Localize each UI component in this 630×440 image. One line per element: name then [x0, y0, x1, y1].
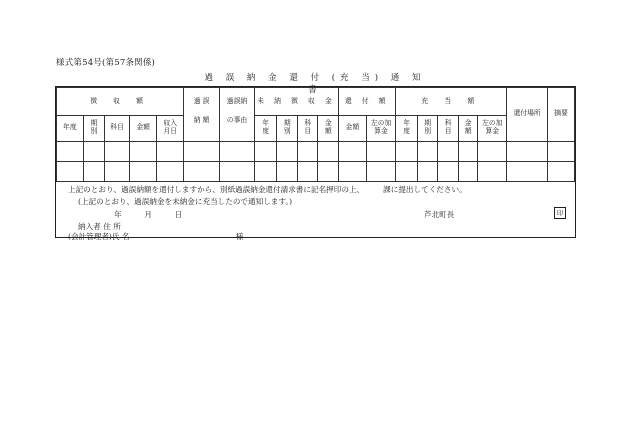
- header-kanpu: 還 付 額: [338, 88, 395, 116]
- sub-jutou-kibetsu: 期 別: [417, 116, 438, 142]
- header-jutou: 充 当 額: [396, 88, 507, 116]
- sub-chosyu-shunyu-gappi: 収入 月日: [157, 116, 184, 142]
- sub-jutou-nendo: 年 度: [396, 116, 418, 142]
- notice-form: [55, 86, 576, 241]
- sub-kanpu-kingaku: 金額: [338, 116, 366, 142]
- sub-minou-nendo: 年 度: [254, 116, 277, 142]
- notice-text-refund: 上記のとおり、過誤納額を還付しますから、別紙過誤納金還付請求書に記名押印の上、 課に提出してください。: [68, 185, 467, 194]
- sub-chosyu-kibetsu: 期 別: [83, 116, 105, 142]
- table-row: [57, 161, 575, 181]
- sub-jutou-kingaku: 金 額: [458, 116, 477, 142]
- header-kago-jiyu-bottom: の事由: [220, 116, 255, 142]
- sub-kanpu-kasankin: 左の加 算金: [366, 116, 396, 142]
- sub-minou-kibetsu: 期 別: [277, 116, 298, 142]
- header-kago-jiyu-top: 過誤納: [220, 88, 255, 116]
- sub-chosyu-kingaku: 金額: [129, 116, 157, 142]
- header-minou: 未 納 徴 収 金: [254, 88, 338, 116]
- date-line: 年 月 日: [114, 210, 183, 219]
- sub-jutou-kasankin: 左の加 算金: [478, 116, 507, 142]
- document-title: 過 誤 納 金 還 付 (充 当) 通 知 書: [204, 73, 426, 95]
- sub-minou-kamoku: 科 目: [297, 116, 318, 142]
- header-kanpu-basho: 還付場所: [507, 88, 548, 142]
- header-tekiyo: 摘要: [548, 88, 575, 142]
- sub-jutou-kamoku: 科 目: [438, 116, 459, 142]
- notice-text-appropriation: (上記のとおり、過誤納金を未納金に充当したので通知します。): [78, 197, 293, 206]
- issuer-name: 芦北町長: [424, 210, 455, 219]
- seal-mark: 印: [554, 207, 566, 219]
- form-number: 様式第54号(第57条関係): [56, 58, 156, 68]
- header-chosyu: 徴 収 額: [57, 88, 184, 116]
- table-row: [57, 141, 575, 161]
- header-kago-nogaku-top: 過 誤: [184, 88, 220, 116]
- sub-minou-kingaku: 金 額: [318, 116, 339, 142]
- sub-chosyu-kamoku: 科目: [105, 116, 130, 142]
- refund-table: [56, 87, 575, 182]
- payer-name-label: (会計管理者)氏 名 様: [68, 232, 244, 241]
- sub-chosyu-nendo: 年度: [57, 116, 84, 142]
- header-kago-nogaku-bottom: 納 額: [184, 116, 220, 142]
- payer-address-label: 納入者 住 所: [78, 222, 121, 231]
